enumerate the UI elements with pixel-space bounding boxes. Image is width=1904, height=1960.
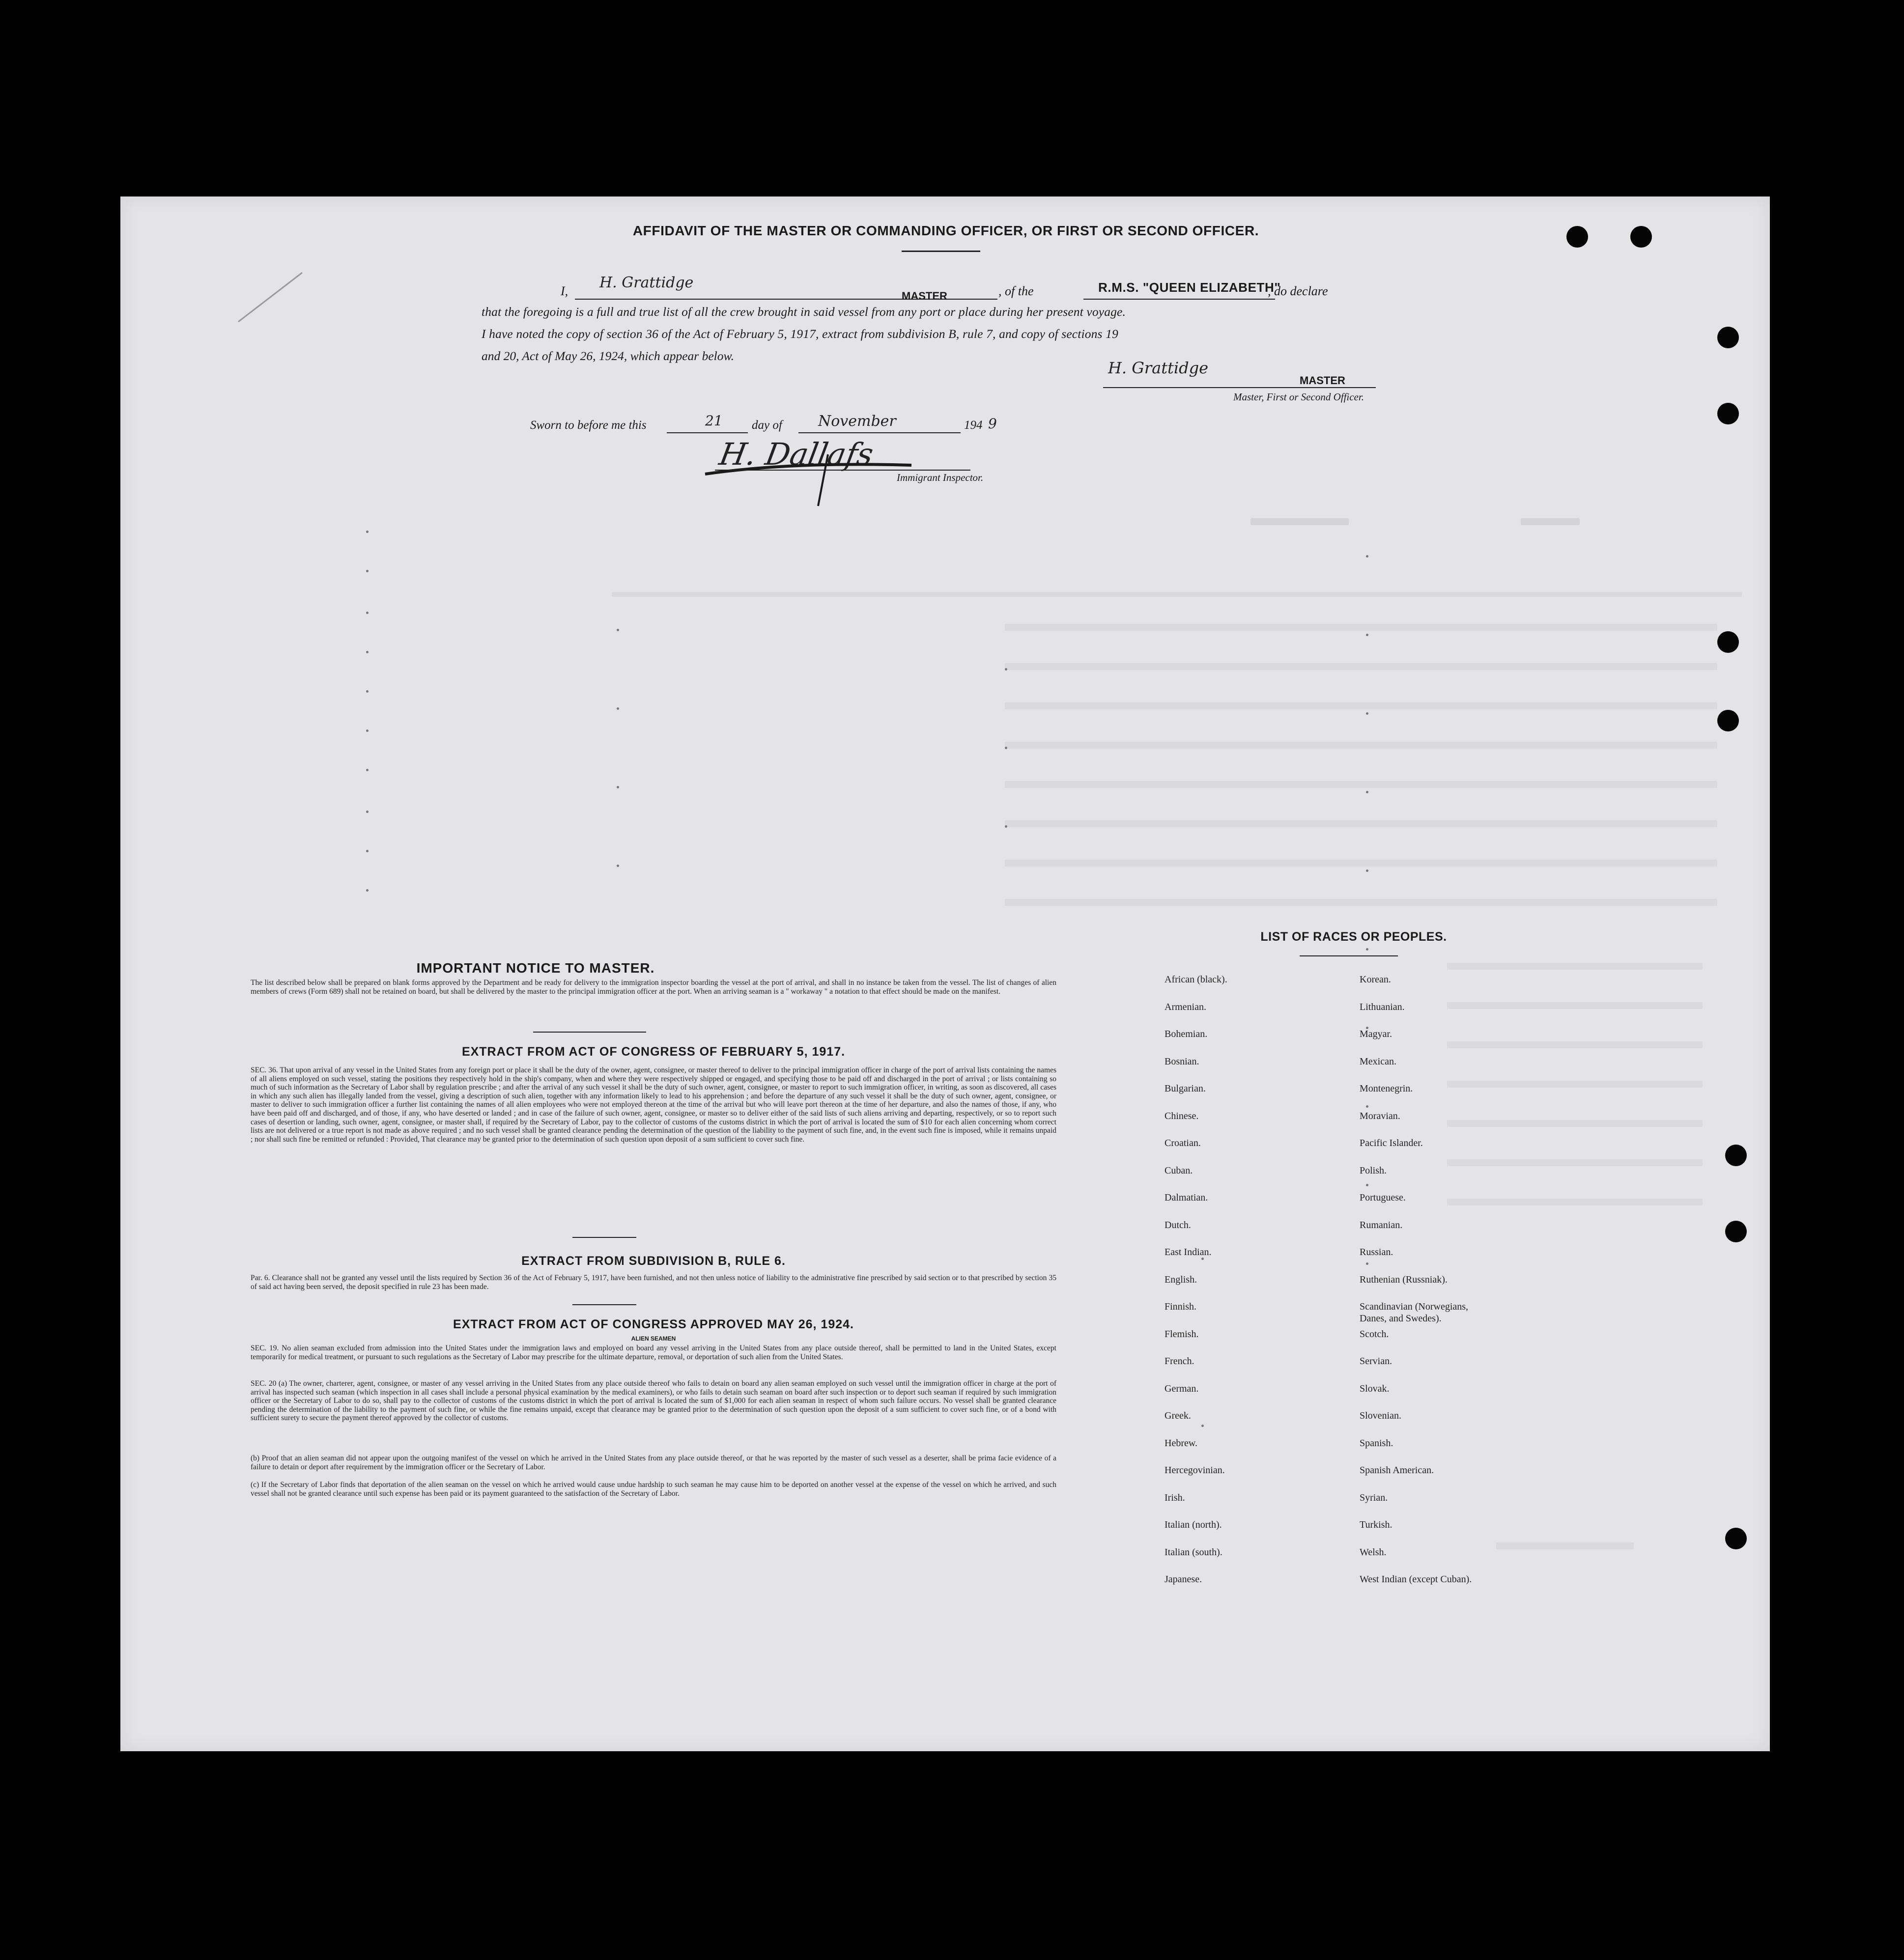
race-item: African (black). [1165, 974, 1227, 985]
race-item: French. [1165, 1356, 1194, 1367]
affidavit-line1-prefix: I, [561, 284, 568, 298]
sworn-day-line [667, 432, 748, 433]
notice-divider [533, 1032, 646, 1033]
extract-1924-title: EXTRACT FROM ACT OF CONGRESS APPROVED MAY 26, 1924. [453, 1317, 854, 1331]
race-item: Russian. [1360, 1247, 1393, 1258]
race-item: Korean. [1360, 974, 1391, 985]
race-item: Dalmatian. [1165, 1192, 1208, 1203]
race-item: Portuguese. [1360, 1192, 1406, 1203]
sec19-body: SEC. 19. No alien seaman excluded from admission into the United States under the immigration laws and employed on board any vessel arriving in the United States from any place outside thereof, shall be permitted to land in the United States, except temporarily for medical treatment, or pursuant to such regulations as the Secretary of Labor may prescribe for the ultimate departure, removal, or deportation of such alien from the United States. [251, 1344, 1056, 1361]
race-item: Slovak. [1360, 1383, 1390, 1394]
race-item: Pacific Islander. [1360, 1138, 1423, 1148]
race-item: Hercegovinian. [1165, 1465, 1225, 1476]
extract-1917-title: EXTRACT FROM ACT OF CONGRESS OF FEBRUARY 5, 1917. [461, 1045, 846, 1059]
subdivision-title: EXTRACT FROM SUBDIVISION B, RULE 6. [521, 1254, 786, 1268]
race-item: Servian. [1360, 1356, 1392, 1367]
punch-hole [1566, 226, 1588, 248]
race-item: Irish. [1165, 1492, 1185, 1503]
race-item: Spanish American. [1360, 1465, 1434, 1476]
punch-hole [1717, 631, 1739, 653]
punch-hole [1717, 403, 1739, 424]
extract-1917-divider [572, 1237, 636, 1238]
race-item: Dutch. [1165, 1219, 1191, 1231]
punch-hole [1725, 1221, 1747, 1242]
affidavit-title: AFFIDAVIT OF THE MASTER OR COMMANDING OFFICER, OR FIRST OR SECOND OFFICER. [632, 223, 1259, 238]
race-item: Spanish. [1360, 1437, 1393, 1449]
day-of-text: day of [752, 419, 782, 432]
race-item: Hebrew. [1165, 1437, 1198, 1449]
race-item: Polish. [1360, 1165, 1387, 1176]
race-item: German. [1165, 1383, 1199, 1394]
race-item: Magyar. [1360, 1029, 1392, 1039]
sworn-month-line [798, 432, 961, 433]
race-item: Bohemian. [1165, 1029, 1208, 1039]
sworn-month: November [818, 413, 896, 430]
notice-body: The list described below shall be prepared on blank forms approved by the Department and be ready for delivery to the immigration inspector boarding the vessel at the port of arrival, and shall in no instance be taken from the vessel. The list of changes of alien members of crews (Form 689) shall not be retained on board, but shall be delivered by the master to the principal immigration officer at the port. When an arriving seaman is a " workaway " a notation to that effect should be made on the manifest. [251, 979, 1056, 996]
race-item: Armenian. [1165, 1001, 1206, 1012]
race-item: Italian (north). [1165, 1519, 1222, 1530]
subdivision-body: Par. 6. Clearance shall not be granted any vessel until the lists required by Section 36 of the Act of February 5, 1917, have been furnished, and not then unless notice of liability to the administrative fine prescribed by said section or to that prescribed by section 35 of said act having been served, the deposit specified in rule 23 has been made. [251, 1274, 1056, 1291]
race-item: Greek. [1165, 1410, 1191, 1421]
race-item: Welsh. [1360, 1546, 1387, 1558]
race-item: Turkish. [1360, 1519, 1392, 1530]
race-item: Japanese. [1165, 1574, 1202, 1585]
punch-hole [1725, 1145, 1747, 1166]
punch-hole [1630, 226, 1652, 248]
notice-title: IMPORTANT NOTICE TO MASTER. [416, 960, 655, 976]
punch-hole [1725, 1528, 1747, 1549]
affidavit-line3: I have noted the copy of section 36 of the Act of February 5, 1917, extract from subdivision B, rule 7, and copy of sections 19 [482, 327, 1118, 341]
officer-rank: MASTER [1300, 374, 1345, 387]
sec20c-body: (c) If the Secretary of Labor finds that deportation of the alien seaman on the vessel on which he arrived would cause undue hardship to such seaman he may cause him to be deported on another vessel at the expense of the vessel on which he arrived, and such vessel shall not be granted clearance until such expense has been paid or its payment guaranteed to the satisfaction of the Secretary of Labor. [251, 1481, 1056, 1498]
race-item: East Indian. [1165, 1247, 1212, 1258]
race-item: Croatian. [1165, 1138, 1201, 1148]
race-item: Chinese. [1165, 1110, 1199, 1121]
inspector-caption: Immigrant Inspector. [897, 472, 984, 483]
subdivision-divider [572, 1304, 636, 1305]
race-item: Montenegrin. [1360, 1083, 1413, 1094]
affidavit-line2: that the foregoing is a full and true list of all the crew brought in said vessel from any port or place during her present voyage. [482, 305, 1126, 319]
sec20a-body: SEC. 20 (a) The owner, charterer, agent, consignee, or master of any vessel arriving in the United States from any place outside thereof who fails to detain on board any alien seaman employed on such vessel until the immigration officer in charge at the port of arrival has inspected such seaman (which inspection in all cases shall include a personal physical examination by the medical examiners), or who fails to detain such seaman on board after such inspection or to deport such seaman if required by such immigration officer or the Secretary of Labor to do so, shall pay to the collector of customs of the customs district in which the port of arrival is located the sum of $1,000 for each alien seaman in respect of whom such failure occurs. No vessel shall be granted clearance pending the determination of the liability to the payment of such fine, or while the fine remains unpaid, except that clearance may be granted prior to the determination of such question upon the deposit of a sum sufficient to cover such fine, or of a bond with sufficient surety to secure the payment thereof approved by the collector of customs. [251, 1379, 1056, 1423]
race-item: Rumanian. [1360, 1219, 1403, 1231]
race-item: Cuban. [1165, 1165, 1193, 1176]
extract-1917-body: SEC. 36. That upon arrival of any vessel in the United States from any foreign port or place it shall be the duty of the owner, agent, consignee, or master thereof to deliver to the principal immigration officer in charge of the port of arrival lists containing the names of all aliens employed on such vessel, stating the positions they respectively hold in the ship's company, when and where they were respectively shipped or engaged, and specifying those to be paid off and discharged in the port of arrival ; or lists containing so much of such information as the Secretary of Labor shall by regulation prescribe ; and after the arrival of any such vessel it shall be the duty of such owner, agent, consignee, or master to report to such immigration officer, in writing, as soon as discovered, all cases in which any such alien has illegally landed from the vessel, giving a description of such alien, together with any information likely to lead to his apprehension ; and before the departure of any such vessel it shall be the duty of such owner, agent, consignee, or master to deliver to such immigration officer a further list containing the names of all alien employees who were not employed thereon at the time of the arrival but who will leave port thereon at the time of her departure, and also the names of those, if any, who have been paid off and discharged, and of those, if any, who have deserted or landed ; and in case of the failure of such owner, agent, consignee, or master so to deliver either of the said lists of such aliens arriving and departing, respectively, or so to report such cases of desertion or landing, such owner, agent, consignee, or master shall, if required by the Secretary of Labor, pay to the collector of customs of the customs district in which the port of arrival is located the sum of $10 for each alien concerning whom correct lists are not delivered or a true report is not made as above required ; and no such vessel shall be granted clearance pending the determination of the question of the liability to the payment of such fine, and, in the event such fine is imposed, while it remains unpaid ; nor shall such fine be remitted or refunded : Provided, That clearance may be granted prior to the determination of such question upon deposit of a sum sufficient to cover such fine. [251, 1066, 1056, 1144]
inspector-signature-line [715, 470, 970, 471]
race-item: Flemish. [1165, 1328, 1199, 1340]
affidavit-line4: and 20, Act of May 26, 1924, which appear below. [482, 349, 734, 363]
document-page [120, 196, 1770, 1751]
race-item: Italian (south). [1165, 1546, 1222, 1558]
race-item: Bosnian. [1165, 1056, 1199, 1067]
races-title: LIST OF RACES OR PEOPLES. [1260, 930, 1447, 944]
race-item: Mexican. [1360, 1056, 1396, 1067]
race-item: Syrian. [1360, 1492, 1388, 1503]
races-column-2 [1360, 974, 1571, 1601]
sworn-year-prefix: 194 [964, 419, 983, 432]
of-the-text: , of the [998, 284, 1034, 298]
sworn-prefix: Sworn to before me this [530, 419, 647, 432]
extract-1924-subtitle: ALIEN SEAMEN [631, 1335, 676, 1342]
master-signature: H. Grattidge [599, 274, 694, 291]
race-item: English. [1165, 1274, 1197, 1285]
race-item: Slovenian. [1360, 1410, 1401, 1421]
officer-signature-line [1103, 387, 1376, 388]
race-item: Lithuanian. [1360, 1001, 1405, 1012]
race-item: Bulgarian. [1165, 1083, 1206, 1094]
officer-signature: H. Grattidge [1108, 359, 1209, 377]
title-divider [902, 251, 980, 252]
punch-hole [1717, 710, 1739, 731]
do-declare-text: , do declare [1268, 284, 1328, 298]
master-rank: MASTER [902, 290, 947, 302]
ship-name: R.M.S. "QUEEN ELIZABETH" [1098, 280, 1281, 295]
race-item: Finnish. [1165, 1301, 1197, 1312]
race-item: Scotch. [1360, 1328, 1389, 1340]
ship-name-line [1083, 299, 1275, 300]
sworn-day: 21 [705, 413, 723, 429]
race-item: Moravian. [1360, 1110, 1400, 1121]
race-item: Scandinavian (Norwegians, Danes, and Swedes). [1360, 1301, 1469, 1324]
race-item: West Indian (except Cuban). [1360, 1574, 1472, 1585]
officer-caption: Master, First or Second Officer. [1233, 391, 1364, 403]
races-divider [1300, 955, 1398, 956]
sworn-year-suffix: 9 [988, 416, 997, 432]
sec20b-body: (b) Proof that an alien seaman did not appear upon the outgoing manifest of the vessel on which he arrived in the United States from any place outside thereof, or that he was reported by the master of such vessel as a deserter, shall be prima facie evidence of a failure to detain or deport after requirement by the immigration officer or the Secretary of Labor. [251, 1454, 1056, 1471]
race-item: Ruthenian (Russniak). [1360, 1274, 1448, 1285]
punch-hole [1717, 327, 1739, 348]
inspector-signature: H. Dallafs [716, 436, 876, 472]
races-column-1 [1165, 974, 1332, 1601]
